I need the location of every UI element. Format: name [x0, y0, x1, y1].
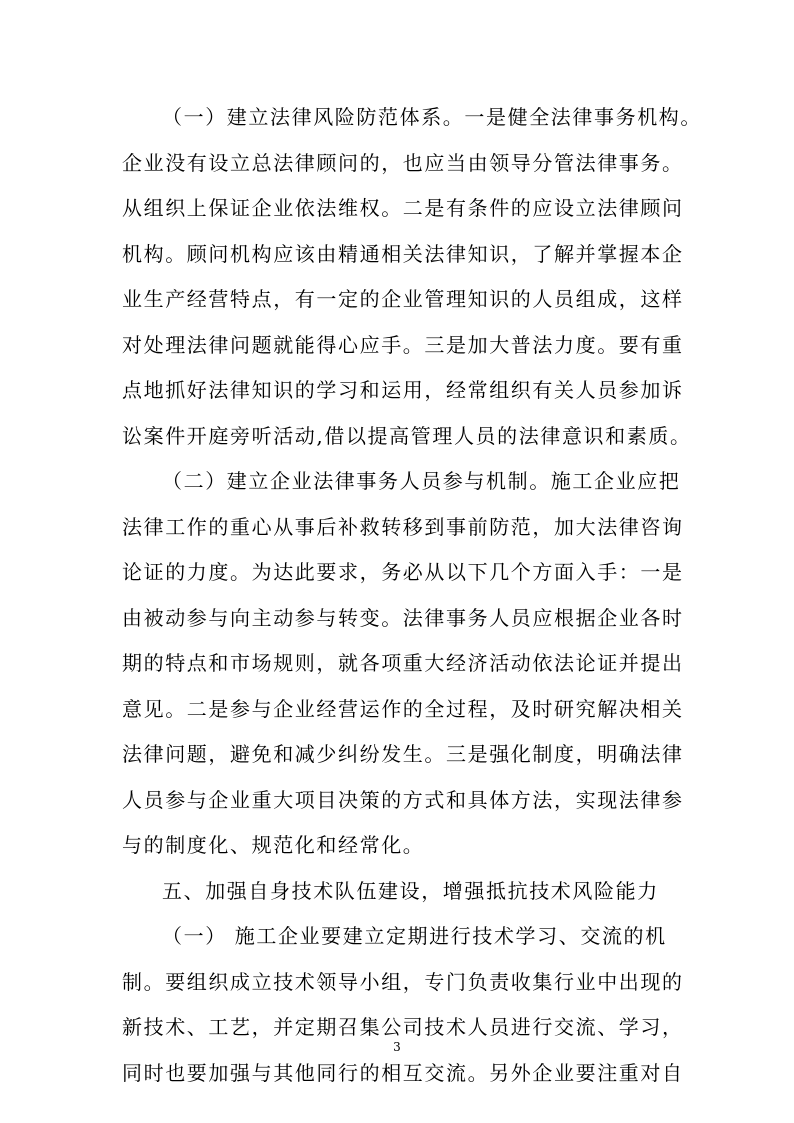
paragraph-legal-participation: [122, 459, 682, 869]
page-number: 3: [393, 1040, 401, 1054]
text-line: 同时也要加强与其他同行的相互交流。另外企业要注重对自: [122, 1060, 684, 1085]
text-line: 点地抓好法律知识的学习和运用，经常组织有关人员参加诉: [122, 378, 684, 402]
text-line: 法律问题，避免和减少纠纷发生。三是强化制度，明确法律: [122, 742, 684, 766]
paragraph-tech-learning: [122, 914, 682, 1096]
text-line: 讼案件开庭旁听活动,借以提高管理人员的法律意识和素质。: [122, 423, 692, 448]
text-line: 法律工作的重心从事后补救转移到事前防范，加大法律咨询: [122, 514, 684, 539]
text-line: 论证的力度。为达此要求，务必从以下几个方面入手：一是: [122, 560, 684, 584]
section-heading-tech-team: [122, 869, 682, 915]
text-line: 人员参与企业重大项目决策的方式和具体方法，实现法律参: [122, 787, 684, 812]
text-line: 机构。顾问机构应该由精通相关法律知识，了解并掌握本企: [122, 241, 684, 266]
paragraph-legal-risk-system: [122, 95, 702, 459]
text-line: 业生产经营特点，有一定的企业管理知识的人员组成，这样: [122, 287, 684, 311]
text-line: 由被动参与向主动参与转变。法律事务人员应根据企业各时: [122, 605, 684, 630]
text-line: 从组织上保证企业依法维权。二是有条件的应设立法律顾问: [122, 196, 684, 220]
text-line: 企业没有设立总法律顾问的，也应当由领导分管法律事务。: [122, 150, 684, 175]
text-line: 期的特点和市场规则，就各项重大经济活动依法论证并提出: [122, 651, 684, 675]
text-line: 与的制度化、规范化和经常化。: [122, 833, 425, 857]
text-line: 意见。二是参与企业经营运作的全过程，及时研究解决相关: [122, 696, 684, 721]
text-line: 制。要组织成立技术领导小组，专门负责收集行业中出现的: [122, 969, 684, 994]
text-line: （一） 施工企业要建立定期进行技术学习、交流的机: [162, 924, 667, 948]
text-line: （二）建立企业法律事务人员参与机制。施工企业应把: [162, 469, 681, 493]
text-line: （一）建立法律风险防范体系。一是健全法律事务机构。: [162, 105, 702, 129]
document-body: [122, 95, 702, 1096]
text-line: 新技术、工艺，并定期召集公司技术人员进行交流、学习，: [122, 1015, 684, 1039]
text-line: 对处理法律问题就能得心应手。三是加大普法力度。要有重: [122, 332, 684, 357]
heading-line: 五、加强自身技术队伍建设，增强抵抗技术风险能力: [162, 878, 659, 903]
